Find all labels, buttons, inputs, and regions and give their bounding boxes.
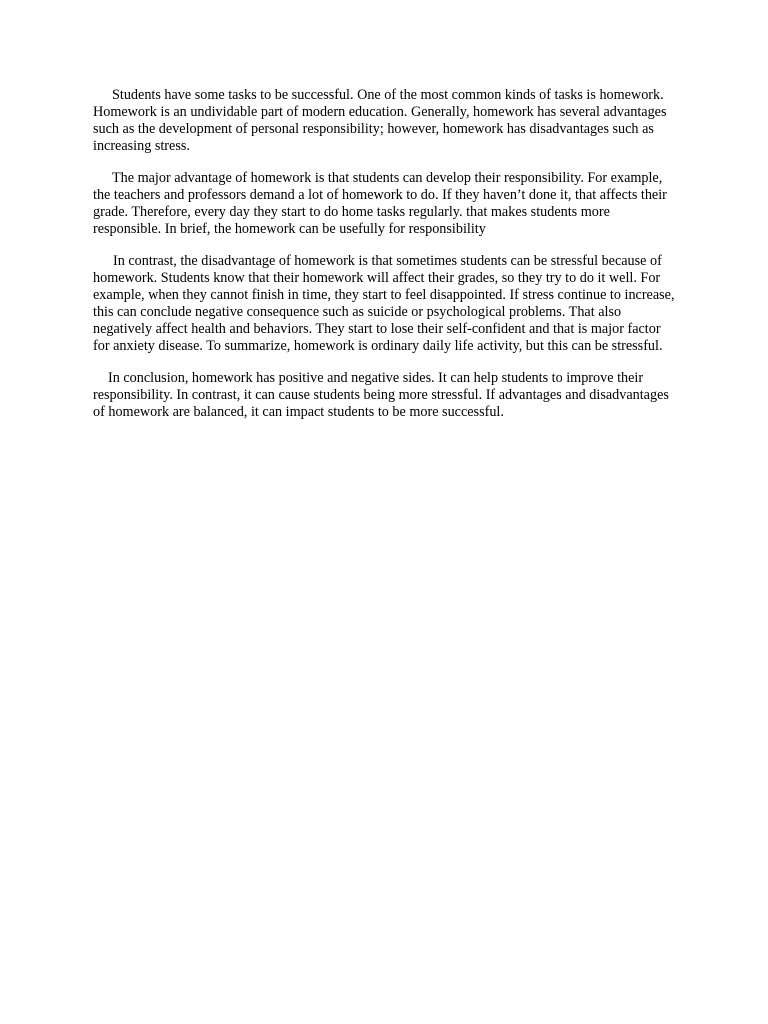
paragraph-disadvantage: In contrast, the disadvantage of homework is that sometimes students can be stressful because of homework. Students know that their homework will affect their grades, so they try to do it well. For example, when they cannot finish in time, they start to feel disappointed. If stress continue to increase, this can conclude negative consequence such as suicide or psychological problems. That also negatively affect health and behaviors. They start to lose their self-confident and that is major factor for anxiety disease. To summarize, homework is ordinary daily life activity, but this can be stressful. <box>93 253 675 354</box>
paragraph-conclusion: In conclusion, homework has positive and negative sides. It can help students to improve their responsibility. In contrast, it can cause students being more stressful. If advantages and disadvantages of homework are balanced, it can impact students to be more successful. <box>93 370 669 420</box>
document-body <box>93 87 678 436</box>
paragraph-introduction: Students have some tasks to be successful. One of the most common kinds of tasks is homework. Homework is an undividable part of modern education. Generally, homework has several advantages such as the development of personal responsibility; however, homework has disadvantages such as increasing stress. <box>93 87 667 154</box>
paragraph-advantage: The major advantage of homework is that students can develop their responsibility. For example, the teachers and professors demand a lot of homework to do. If they haven’t done it, that affects their grade. Therefore, every day they start to do home tasks regularly. that makes students more responsible. In brief, the homework can be usefully for responsibility <box>93 170 667 237</box>
